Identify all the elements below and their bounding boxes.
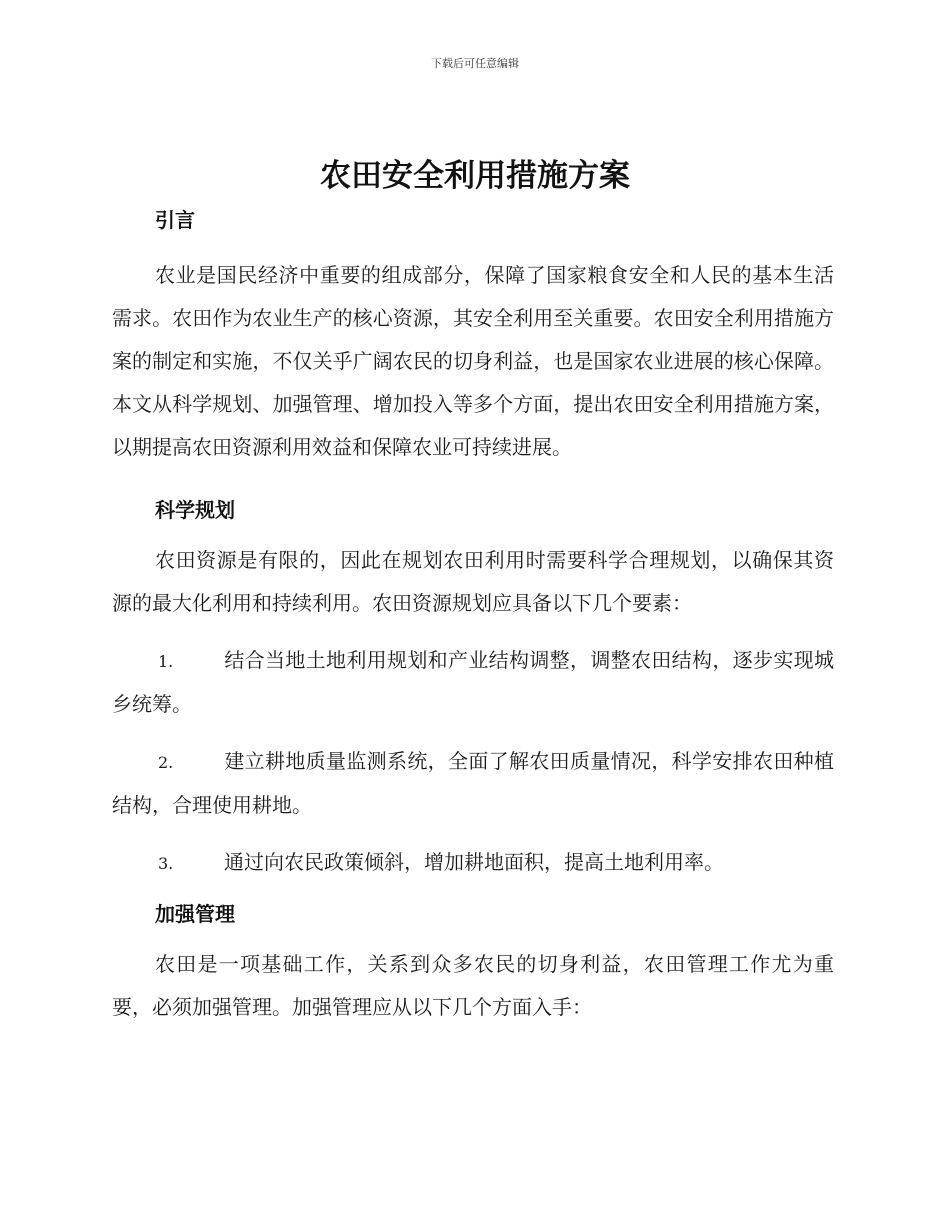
paragraph-intro: 农业是国民经济中重要的组成部分，保障了国家粮食安全和人民的基本生活需求。农田作为农业生产的核心资源，其安全利用至关重要。农田安全利用措施方案的制定和实施，不仅关乎广阔农民的切身利益，也是国家农业进展的核心保障。本文从科学规划、加强管理、增加投入等多个方面，提出农田安全利用措施方案，以期提高农田资源利用效益和保障农业可持续进展。 [112,263,834,459]
section-heading-intro: 引言 [155,208,195,232]
list-item-text: 结合当地土地利用规划和产业结构调整，调整农田结构，逐步实现城乡统筹。 [112,648,834,716]
list-item-text: 通过向农民政策倾斜，增加耕地面积，提高土地利用率。 [224,850,724,874]
paragraph-planning: 农田资源是有限的，因此在规划农田利用时需要科学合理规划，以确保其资源的最大化利用和持续利用。农田资源规划应具备以下几个要素： [112,548,834,615]
list-item-text: 建立耕地质量监测系统，全面了解农田质量情况，科学安排农田种植结构，合理使用耕地。 [112,749,834,817]
list-item [112,740,834,827]
list-item-number: 2. [158,753,174,772]
section-heading-management: 加强管理 [155,902,235,926]
list-item [112,841,834,885]
header-note: 下载后可任意编辑 [431,57,519,70]
list-item [112,639,834,726]
paragraph-management: 农田是一项基础工作，关系到众多农民的切身利益，农田管理工作尤为重要，必须加强管理。加强管理应从以下几个方面入手： [112,952,834,1019]
list-item-number: 3. [158,854,174,873]
document-title: 农田安全利用措施方案 [320,158,630,194]
document-body [112,205,834,1029]
list-item-number: 1. [158,652,174,671]
section-heading-planning: 科学规划 [155,498,235,522]
